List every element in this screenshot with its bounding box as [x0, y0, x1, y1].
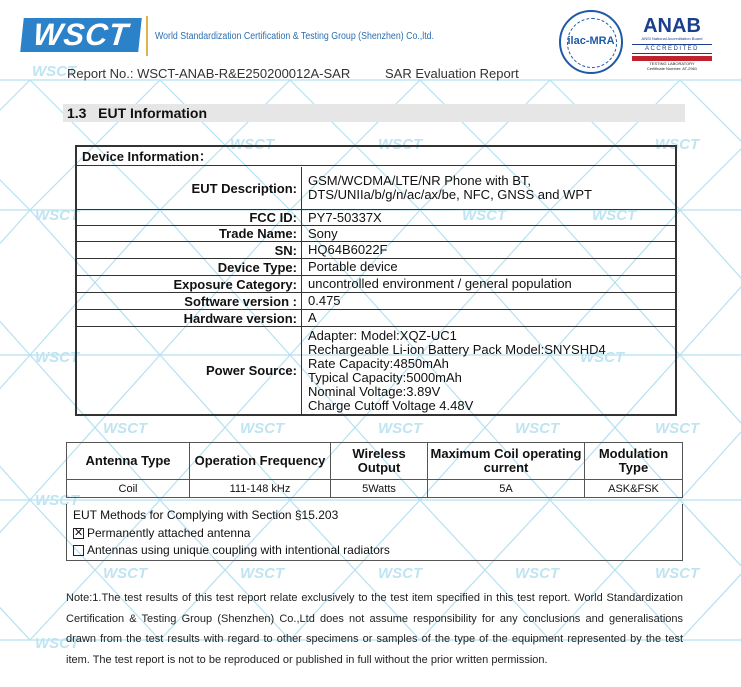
table-cell: 5Watts — [331, 480, 428, 498]
device-info-heading: Device Information： — [77, 147, 675, 166]
device-value: A — [308, 310, 317, 325]
table-header-cell: Operation Frequency — [190, 443, 331, 480]
svg-text:WSCT: WSCT — [32, 63, 77, 80]
device-value: PY7-50337X — [308, 209, 382, 225]
disclaimer-note: Note:1.The test results of this test report relate exclusively to the test item specified in this test report. World Standardization Certification & Testing Group (Shenzhen) Co.,Ltd does not assume responsibility for any conclusions and generalisations drawn from the test results with regard to other specimens or samples of the type of the equipment represented by the test item. The test report is not to be reproduced or published in full without the prior written permission. — [66, 592, 683, 666]
device-value: HQ64B6022F — [308, 242, 388, 257]
device-label: EUT Description: — [77, 167, 302, 209]
table-cell: ASK&FSK — [585, 480, 683, 498]
option-label: Antennas using unique coupling with intentional radiators — [87, 543, 390, 557]
table-cell: Coil — [67, 480, 190, 498]
table-header-cell: Maximum Coil operating current — [428, 443, 585, 480]
svg-text:WSCT: WSCT — [103, 565, 148, 582]
device-row-trade-name — [77, 226, 675, 242]
anab-cert-number: Certificate Number: AT-2961 — [646, 66, 698, 71]
ilac-mra-label: ilac-MRA — [567, 35, 615, 47]
logo-divider — [146, 16, 148, 56]
report-title: SAR Evaluation Report — [385, 66, 519, 81]
svg-text:WSCT: WSCT — [35, 349, 80, 366]
device-row-power-source — [77, 327, 675, 414]
svg-text:WSCT: WSCT — [35, 207, 80, 224]
table-header-cell: Wireless Output — [331, 443, 428, 480]
svg-text:WSCT: WSCT — [240, 565, 285, 582]
device-row-hardware-version — [77, 310, 675, 327]
device-label: Hardware version: — [77, 310, 302, 326]
methods-title: EUT Methods for Complying with Section §15.203 — [73, 508, 339, 522]
svg-text:WSCT: WSCT — [515, 420, 560, 437]
table-header-cell: Modulation Type — [585, 443, 683, 480]
svg-text:WSCT: WSCT — [592, 207, 637, 224]
device-info-table — [75, 145, 677, 416]
device-value: Sony — [308, 225, 338, 241]
svg-text:WSCT: WSCT — [378, 136, 423, 153]
device-value: Adapter: Model:XQZ-UC1 Rechargeable Li-ion Battery Pack Model:SNYSHD4 Rate Capacity:4850mAh Typical Capacity:5000mAh Nominal Voltage:3.89V Charge Cutoff Voltage 4.48V — [308, 327, 606, 413]
table-header-cell: Antenna Type — [67, 443, 190, 480]
device-row-device-type — [77, 259, 675, 276]
svg-text:WSCT: WSCT — [230, 136, 275, 153]
table-cell: 5A — [428, 480, 585, 498]
antenna-table-header — [67, 443, 683, 480]
svg-text:WSCT: WSCT — [103, 420, 148, 437]
device-value: 0.475 — [308, 293, 341, 308]
antenna-table — [66, 442, 683, 498]
svg-text:WSCT: WSCT — [655, 565, 700, 582]
device-row-exposure-category — [77, 276, 675, 293]
table-cell: 111-148 kHz — [190, 480, 331, 498]
section-heading — [63, 104, 685, 122]
option-unique-coupling[interactable] — [73, 543, 390, 557]
device-value: uncontrolled environment / general population — [308, 276, 572, 291]
svg-text:WSCT: WSCT — [655, 420, 700, 437]
report-number: Report No.: WSCT-ANAB-R&E250200012A-SAR — [67, 66, 351, 81]
anab-lab: TESTING LABORATORY — [649, 61, 695, 66]
device-label: Software version : — [77, 293, 302, 309]
device-label: FCC ID: — [77, 210, 302, 225]
anab-accredited: ACCREDITED — [632, 44, 712, 54]
option-label: Permanently attached antenna — [87, 526, 251, 540]
svg-text:WSCT: WSCT — [240, 420, 285, 437]
device-value: GSM/WCDMA/LTE/NR Phone with BT, DTS/UNIIa/b/g/n/ac/ax/be, NFC, GNSS and WPT — [308, 173, 592, 202]
svg-text:WSCT: WSCT — [378, 420, 423, 437]
device-label: Device Type: — [77, 259, 302, 275]
svg-text:WSCT: WSCT — [35, 635, 80, 652]
svg-text:WSCT: WSCT — [515, 565, 560, 582]
ilac-mra-seal — [559, 10, 623, 74]
device-label: Power Source: — [77, 327, 302, 414]
checkbox-unchecked[interactable] — [73, 545, 84, 556]
section-title: EUT Information — [98, 105, 208, 121]
anab-name: ANAB — [643, 15, 701, 37]
device-label: SN: — [77, 242, 302, 258]
device-row-eut-description — [77, 167, 675, 210]
device-value: Portable device — [308, 259, 398, 274]
checkbox-checked[interactable]: ✕ — [74, 526, 84, 539]
svg-text:WSCT: WSCT — [35, 492, 80, 509]
device-label: Trade Name: — [77, 226, 302, 241]
table-row — [67, 480, 683, 498]
option-permanent-antenna[interactable] — [73, 526, 250, 540]
svg-text:WSCT: WSCT — [378, 565, 423, 582]
wsct-logo: WSCT — [20, 18, 142, 52]
svg-text:WSCT: WSCT — [655, 136, 700, 153]
company-name: World Standardization Certification & Testing Group (Shenzhen) Co.,ltd. — [155, 31, 434, 42]
device-row-software-version — [77, 293, 675, 310]
svg-text:WSCT: WSCT — [462, 207, 507, 224]
device-row-fcc-id — [77, 210, 675, 226]
section-number: 1.3 — [67, 105, 87, 121]
antenna-methods-box — [66, 504, 683, 561]
anab-subtitle: ANSI National Accreditation Board — [641, 36, 703, 41]
svg-text:WSCT: WSCT — [580, 349, 625, 366]
anab-accreditation-mark — [632, 16, 712, 80]
device-row-sn — [77, 242, 675, 259]
device-label: Exposure Category: — [77, 276, 302, 292]
report-header-line — [67, 66, 519, 81]
